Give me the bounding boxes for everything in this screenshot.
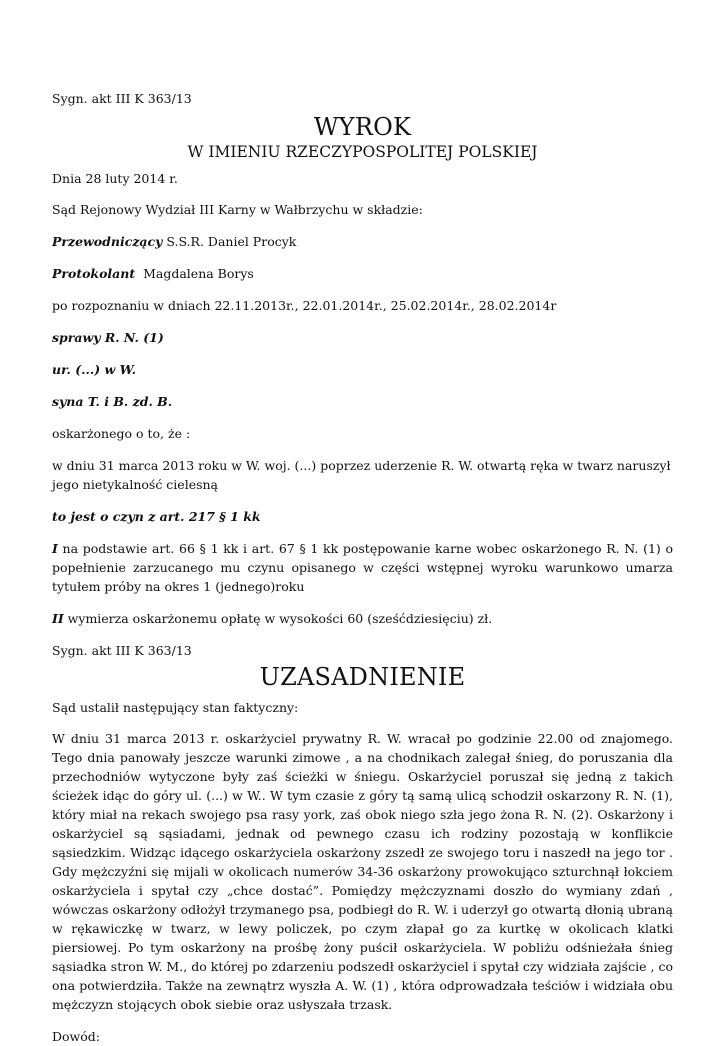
facts-intro: Sąd ustalił następujący stan faktyczny:: [52, 700, 299, 715]
case-party-parents: syna T. i B. zd. B.: [52, 394, 173, 409]
clerk-label: Protokolant: [52, 266, 136, 281]
verdict-subtitle: W IMIENIU RZECZYPOSPOLITEJ POLSKIEJ: [187, 143, 538, 161]
justification-title: UZASADNIENIE: [259, 663, 466, 691]
ruling-point-1: [52, 539, 673, 596]
clerk-line: [52, 264, 673, 283]
ruling-point-1-text: na podstawie art. 66 § 1 kk i art. 67 § 1 kk postępowanie karne wobec oskarżonego R. N. (1) o popełnienie zarzucanego mu czynu opisanego w części wstępnej wyroku warunkowo umarza tytułem próby na okres 1 (jednego)roku: [52, 541, 673, 594]
ruling-point-2: [52, 609, 673, 628]
ruling-point-2-label: II: [52, 611, 64, 626]
charge-text: w dniu 31 marca 2013 roku w W. woj. (...) poprzez uderzenie R. W. otwartą ręka w twarz naruszył jego nietykalność cielesną: [52, 458, 671, 492]
ruling-point-2-text: wymierza oskarżonemu opłatę w wysokości 60 (sześćdziesięciu) zł.: [63, 611, 493, 626]
chair-label: Przewodniczący: [52, 234, 163, 249]
verdict-title: WYROK: [313, 113, 412, 141]
case-signature-2: Sygn. akt III K 363/13: [52, 643, 192, 658]
clerk-name: Magdalena Borys: [135, 266, 254, 281]
court-composition: Sąd Rejonowy Wydział III Karny w Wałbrzychu w składzie:: [52, 202, 423, 217]
case-party-birth: ur. (...) w W.: [52, 362, 137, 377]
chair-line: [52, 232, 673, 251]
hearing-dates: po rozpoznaniu w dniach 22.11.2013r., 22.01.2014r., 25.02.2014r., 28.02.2014r: [52, 298, 557, 313]
ruling-point-1-label: I: [52, 541, 58, 556]
chair-name: S.S.R. Daniel Procyk: [162, 234, 297, 249]
verdict-date: Dnia 28 luty 2014 r.: [52, 171, 178, 186]
case-party-name: sprawy R. N. (1): [52, 330, 164, 345]
accused-intro: oskarżonego o to, że :: [52, 426, 191, 441]
evidence-label: Dowód:: [52, 1029, 100, 1044]
facts-paragraph: W dniu 31 marca 2013 r. oskarżyciel prywatny R. W. wracał po godzinie 22.00 od znajomego. Tego dnia panowały jeszcze warunki zimowe , a na chodnikach zalegał śnieg, do poruszania dla przechodniów wytyczone były zaś ścieżki w śniegu. Oskarżyciel poruszał się jedną z takich ścieżek idąc do góry ul. (...) w W.. W tym czasie z góry tą samą ulicą schodził oskarzony R. N. (1), który miał na rekach swojego psa rasy york, zaś obok niego szła jego żona R. N. (2). Oskarżony i oskarżyciel są sąsiadami, jednak od pewnego czasu ich rodziny pozostają w konflikcie sąsiedzkim. Widząc idącego oskarżyciela oskarżony zszedł ze swojego toru i naszedł na jego tor . Gdy mężczyźni się mijali w okolicach numerów 34-36 oskarżony prowokująco szturchnął łokciem oskarżyciela i spytał czy „chce dostać”. Pomiędzy mężczyznami doszło do wymiany zdań , wówczas oskarżony odłożył trzymanego psa, podbiegł do R. W. i uderzył go otwartą dłonią ubraną w rękawiczkę w twarz, w lewy policzek, po czym złapał go za kurtkę w okolicach klatki piersiowej. Po tym oskarżony na prośbę żony puścił oskarżyciela. W pobliżu odśnieżała śnieg sąsiadka stron W. M., do której po zdarzeniu podszedł oskarżyciel i spytał czy widziała zajście , co ona potwierdziła. Także na zewnątrz wyszła A. W. (1) , która odprowadzała teściów i widziała obu mężczyzn stojących obok siebie oraz usłyszała trzask.: [52, 731, 673, 1012]
legal-qualification: to jest o czyn z art. 217 § 1 kk: [52, 509, 261, 524]
case-signature: Sygn. akt III K 363/13: [52, 91, 192, 106]
